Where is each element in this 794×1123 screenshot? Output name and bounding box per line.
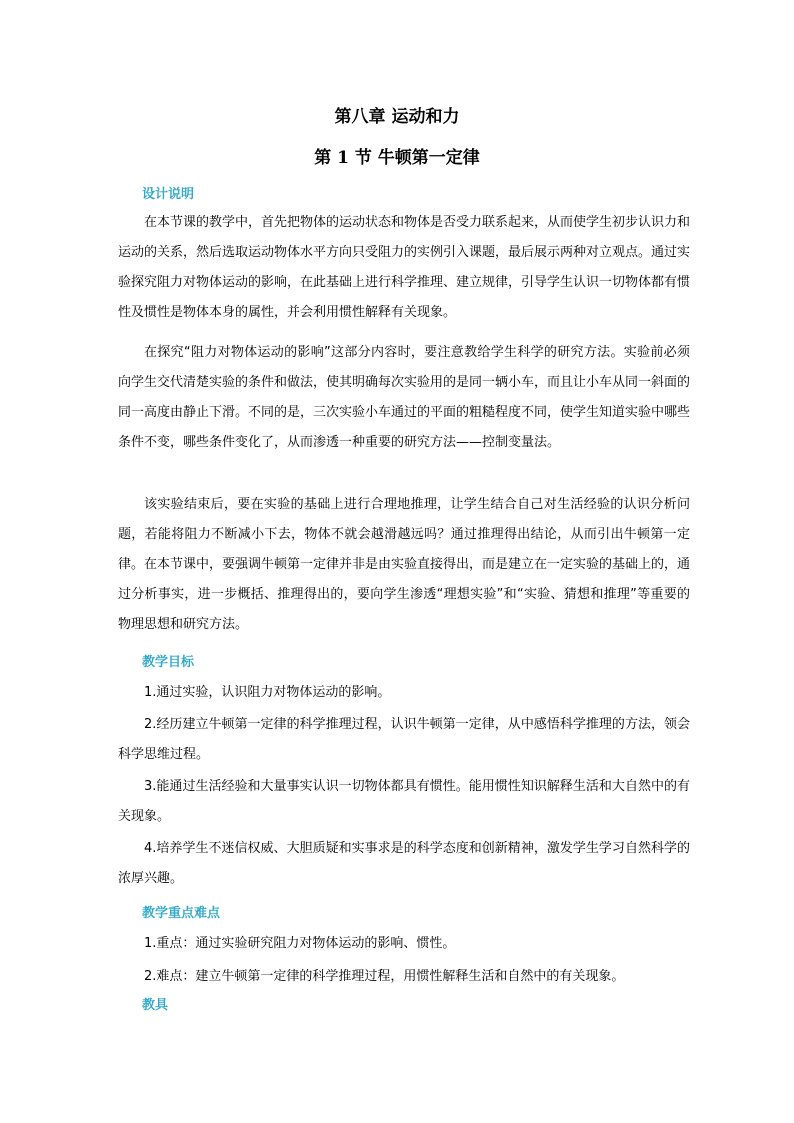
keypoint-item-1: 1.重点：通过实验研究阻力对物体运动的影响、惯性。	[144, 936, 456, 951]
design-paragraph-3: 该实验结束后，要在实验的基础上进行合理地推理，让学生结合自己对生活经验的认识分析问题，若能将阻力不断减小下去，物体不就会越滑越远吗？通过推理得出结论，从而引出牛顿第一定律。在本节课中，要强调牛顿第一定律并非是由实验直接得出，而是建立在一定实验的基础上的，通过分析事实，进一步概括、推理得出的，要向学生渗透“理想实验”和“实验、猜想和推理”等重要的物理思想和研究方法。	[118, 497, 691, 632]
chapter-title: 第八章 运动和力	[334, 107, 460, 127]
keypoint-item-2: 2.难点：建立牛顿第一定律的科学推理过程，用惯性解释生活和自然中的有关现象。	[144, 969, 625, 984]
goal-item-2: 2.经历建立牛顿第一定律的科学推理过程，认识牛顿第一定律，从中感悟科学推理的方法，领会科学思维过程。	[118, 717, 690, 762]
design-paragraph-2: 在探究“阻力对物体运动的影响”这部分内容时，要注意教给学生科学的研究方法。实验前必须向学生交代清楚实验的条件和做法，使其明确每次实验用的是同一辆小车，而且让小车从同一斜面的同一高度由静止下滑。不同的是，三次实验小车通过的平面的粗糙程度不同，使学生知道实验中哪些条件不变，哪些条件变化了，从而渗透一种重要的研究方法——控制变量法。	[118, 345, 691, 450]
goals-heading: 教学目标	[142, 655, 195, 670]
design-paragraph-1: 在本节课的教学中，首先把物体的运动状态和物体是否受力联系起来，从而使学生初步认识力和运动的关系，然后选取运动物体水平方向只受阻力的实例引入课题，最后展示两种对立观点。通过实验探究阻力对物体运动的影响，在此基础上进行科学推理、建立规律，引导学生认识一切物体都有惯性及惯性是物体本身的属性，并会利用惯性解释有关现象。	[118, 215, 691, 320]
goal-item-3: 3.能通过生活经验和大量事实认识一切物体都具有惯性。能用惯性知识解释生活和大自然中的有关现象。	[118, 779, 690, 824]
tools-heading: 教具	[142, 998, 169, 1013]
section-title: 第 1 节 牛顿第一定律	[314, 148, 480, 168]
goal-item-1: 1.通过实验，认识阻力对物体运动的影响。	[144, 685, 391, 700]
design-heading: 设计说明	[142, 187, 195, 202]
keypoints-heading: 教学重点难点	[142, 906, 221, 921]
goal-item-4: 4.培养学生不迷信权威、大胆质疑和实事求是的科学态度和创新精神，激发学生学习自然科学的浓厚兴趣。	[118, 841, 690, 886]
